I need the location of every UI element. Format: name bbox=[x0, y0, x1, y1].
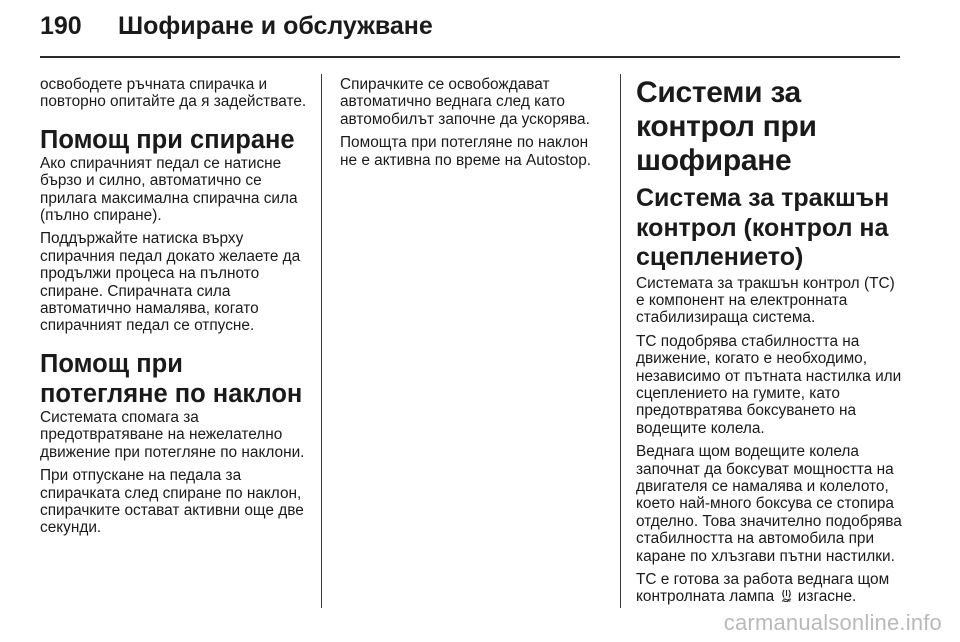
paragraph-with-icon bbox=[636, 571, 902, 606]
column-3 bbox=[636, 76, 902, 612]
hill-start-heading: Помощ при потегляне по наклон bbox=[40, 349, 303, 408]
column-2 bbox=[340, 76, 608, 175]
page-number: 190 bbox=[40, 12, 82, 40]
paragraph-text: изгасне. bbox=[797, 588, 857, 606]
paragraph: При отпускане на педала за спирачката след спиране по наклон, спирачките остават активни още две секунди. bbox=[40, 467, 304, 537]
paragraph: Веднага щом водещите колела започнат да боксуват мощността на двигателя се намалява и колелото, което най-много боксува се стопира отделно. Това значително подобрява стабилността на автомобила при каране по хлъзгави пътни настилки. bbox=[636, 443, 902, 565]
column-divider bbox=[321, 74, 322, 608]
brake-assist-heading: Помощ при спиране bbox=[40, 125, 295, 154]
paragraph: Системата за тракшън контрол (TC) е компонент на електронната стабилизираща система. bbox=[636, 274, 895, 327]
paragraph-text: TC е готова за работа веднага щом контролната лампа bbox=[636, 571, 890, 606]
paragraph: Ако спирачният педал се натисне бързо и силно, автоматично се прилага максимална спирачна сила (пълно спиране). bbox=[40, 154, 298, 225]
column-1 bbox=[40, 76, 308, 543]
watermark: carmanualsonline.info bbox=[723, 610, 942, 635]
tc-warning-lamp-icon bbox=[781, 589, 792, 602]
column-divider bbox=[620, 74, 621, 608]
chapter-title: Шофиране и обслужване bbox=[118, 12, 433, 40]
tc-heading: Система за тракшън контрол (контрол на сцеплението) bbox=[636, 184, 890, 271]
paragraph: TC подобрява стабилността на движение, когато е необходимо, независимо от пътната настилка или сцеплението на гумите, като предотвратява боксуването на водещите колела. bbox=[636, 332, 902, 437]
paragraph: Помощта при потегляне по наклон не е активна по време на Autostop. bbox=[340, 134, 592, 169]
page-header bbox=[40, 12, 900, 46]
intro-paragraph: освободете ръчната спирачка и повторно опитайте да я задействате. bbox=[40, 76, 307, 111]
section-heading: Системи за контрол при шофиране bbox=[636, 76, 817, 177]
paragraph: Системата спомага за предотвратяване на нежелателно движение при потегляне по наклони. bbox=[40, 408, 305, 461]
header-rule bbox=[40, 56, 900, 58]
paragraph: Спирачките се освобождават автоматично веднага след като автомобилът започне да ускорява. bbox=[340, 76, 590, 128]
paragraph: Поддържайте натиска върху спирачния педал докато желаете да продължи процеса на пълното спиране. Спирачната сила автоматично намалява, когато спирачният педал се отпусне. bbox=[40, 230, 301, 335]
